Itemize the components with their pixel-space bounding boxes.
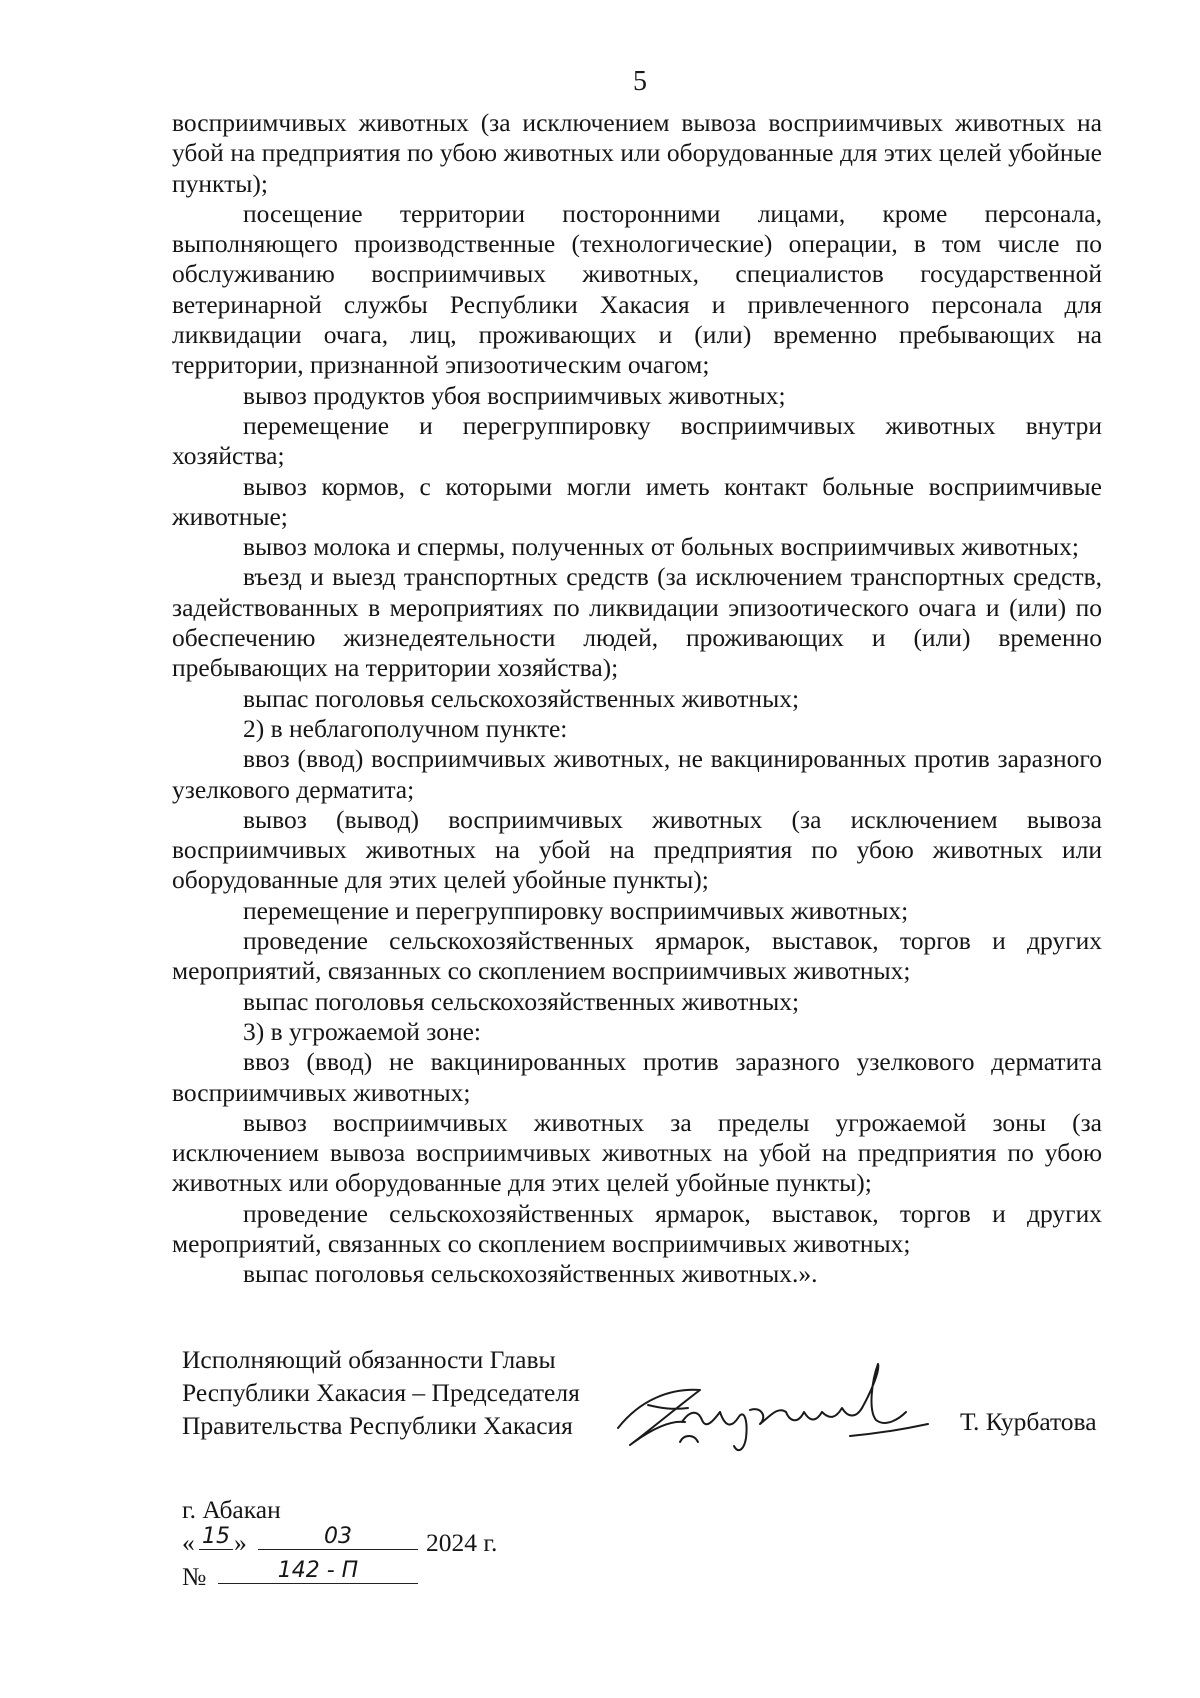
- signatory-position-line-2: Республики Хакасия – Председателя: [182, 1378, 580, 1407]
- signatory-position-line-1: Исполняющий обязанности Главы: [182, 1345, 556, 1374]
- signer-name: Т. Курбатова: [960, 1407, 1097, 1436]
- body-paragraph: въезд и выезд транспортных средств (за исключением транспортных средств, задействованных в мероприятиях по ликвидации эпизоотического очага и (или) по обеспечению жизнедеятельности людей, проживающих и (или) временно пребывающих на территории хозяйства);: [172, 562, 1102, 683]
- city: г. Абакан: [182, 1495, 281, 1524]
- body-paragraph: выпас поголовья сельскохозяйственных животных.».: [243, 1259, 818, 1289]
- body-paragraph: вывоз (вывод) восприимчивых животных (за исключением вывоза восприимчивых животных на убой на предприятия по убою животных или оборудованные для этих целей убойные пункты);: [172, 804, 1102, 895]
- body-paragraph: 3) в угрожаемой зоне:: [243, 1016, 481, 1046]
- document-date: [182, 1524, 512, 1560]
- body-paragraph: вывоз продуктов убоя восприимчивых животных;: [243, 380, 786, 410]
- body-paragraph: перемещение и перегруппировку восприимчивых животных;: [243, 895, 909, 925]
- handwritten-signature: [610, 1350, 940, 1460]
- body-paragraph: ввоз (ввод) восприимчивых животных, не вакцинированных против заразного узелкового дерматита;: [172, 744, 1102, 804]
- body-paragraph: посещение территории посторонними лицами, кроме персонала, выполняющего производственные (технологические) операции, в том числе по обслуживанию восприимчивых животных, специалистов государственной ветеринарной службы Республики Хакасия и привлеченного персонала для ликвидации очага, лиц, проживающих и (или) временно пребывающих на территории, признанной эпизоотическим очагом;: [172, 198, 1102, 380]
- body-paragraph: проведение сельскохозяйственных ярмарок, выставок, торгов и других мероприятий, связанных со скоплением восприимчивых животных;: [172, 926, 1102, 986]
- number-sign: №: [182, 1562, 207, 1591]
- body-paragraph: вывоз молока и спермы, полученных от больных восприимчивых животных;: [243, 532, 1079, 562]
- body-paragraph: перемещение и перегруппировку восприимчивых животных внутри хозяйства;: [172, 410, 1102, 471]
- signatory-position-line-3: Правительства Республики Хакасия: [182, 1411, 573, 1440]
- body-paragraph: 2) в неблагополучном пункте:: [243, 713, 568, 743]
- date-month: 03: [258, 1524, 418, 1550]
- date-open-quote: «: [182, 1528, 195, 1557]
- document-number-value: 142 - П: [218, 1558, 418, 1584]
- body-paragraph: выпас поголовья сельскохозяйственных животных;: [243, 683, 800, 713]
- date-year: 2024 г.: [426, 1528, 498, 1557]
- body-paragraph: проведение сельскохозяйственных ярмарок, выставок, торгов и других мероприятий, связанных со скоплением восприимчивых животных;: [172, 1198, 1102, 1258]
- body-paragraph: восприимчивых животных (за исключением вывоза восприимчивых животных на убой на предприятия по убою животных или оборудованные для этих целей убойные пункты);: [172, 108, 1102, 198]
- date-day: 15: [199, 1524, 233, 1550]
- body-paragraph: вывоз кормов, с которыми могли иметь контакт больные восприимчивые животные;: [172, 471, 1102, 531]
- body-paragraph: ввоз (ввод) не вакцинированных против заразного узелкового дерматита восприимчивых животных;: [172, 1047, 1102, 1107]
- signatory-position: [182, 1343, 580, 1442]
- date-close-quote: »: [234, 1528, 247, 1557]
- document-body: [172, 108, 1102, 1290]
- document-number: [182, 1558, 422, 1594]
- page-number: 5: [633, 66, 647, 97]
- body-paragraph: вывоз восприимчивых животных за пределы угрожаемой зоны (за исключением вывоза восприимчивых животных на убой на предприятия по убою животных или оборудованные для этих целей убойные пункты);: [172, 1107, 1102, 1198]
- body-paragraph: выпас поголовья сельскохозяйственных животных;: [243, 986, 800, 1016]
